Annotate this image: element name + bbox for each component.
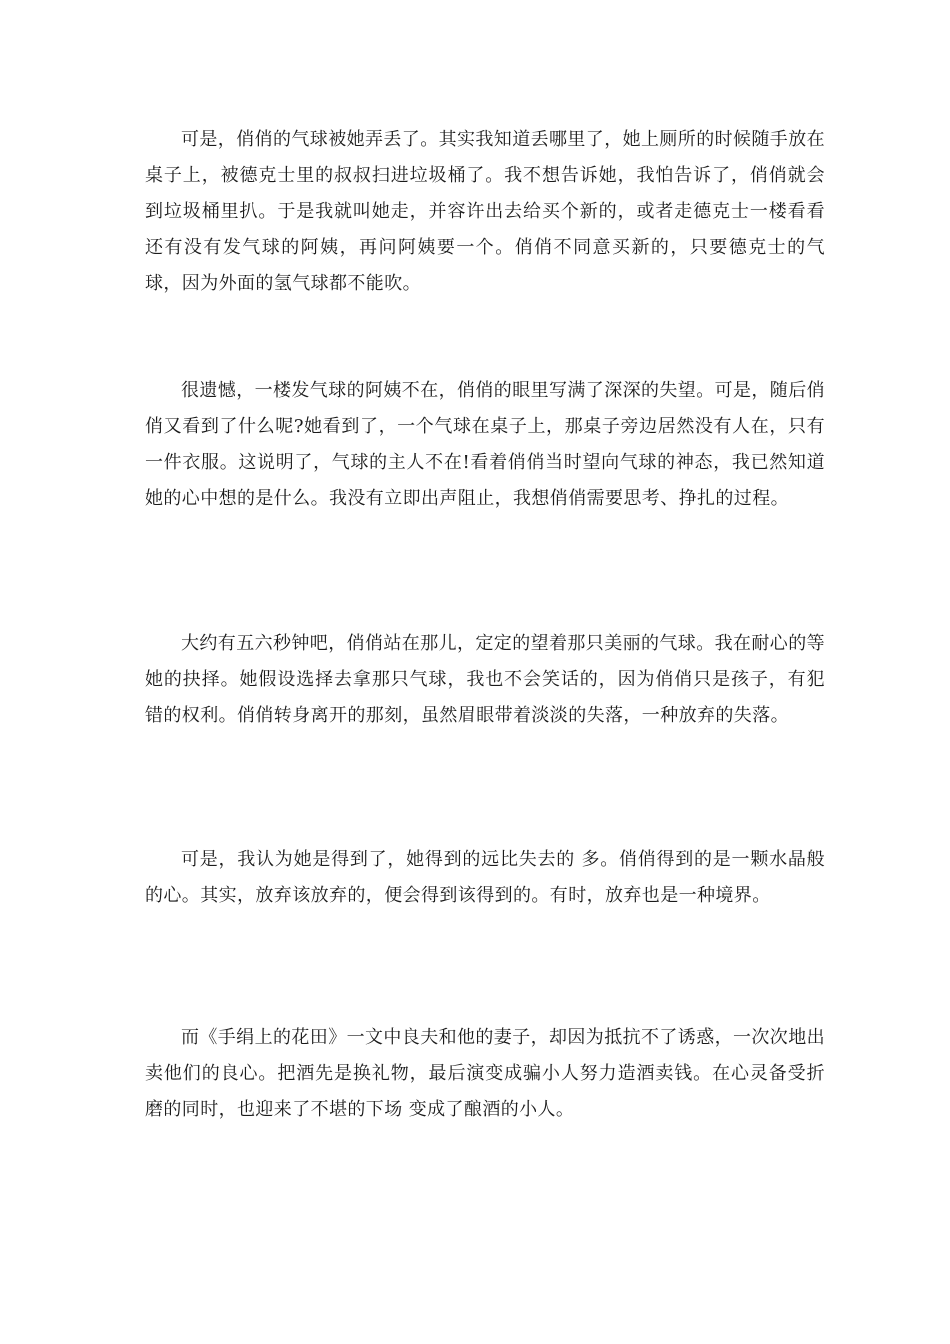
paragraph-2: 很遗憾，一楼发气球的阿姨不在，俏俏的眼里写满了深深的失望。可是，随后俏俏又看到了什么呢?她看到了，一个气球在桌子上，那桌子旁边居然没有人在，只有一件衣服。这说明了，气球的主人不在!看着俏俏当时望向气球的神态，我已然知道她的心中想的是什么。我没有立即出声阻止，我想俏俏需要思考、挣扎的过程。	[145, 380, 825, 509]
paragraph-4: 可是，我认为她是得到了，她得到的远比失去的 多。俏俏得到的是一颗水晶般的心。其实，放弃该放弃的，便会得到该得到的。有时，放弃也是一种境界。	[145, 849, 825, 906]
paragraph-1: 可是，俏俏的气球被她弄丢了。其实我知道丢哪里了，她上厕所的时候随手放在桌子上，被德克士里的叔叔扫进垃圾桶了。我不想告诉她，我怕告诉了，俏俏就会到垃圾桶里扒。于是我就叫她走，并容许出去给买个新的，或者走德克士一楼看看还有没有发气球的阿姨，再问阿姨要一个。俏俏不同意买新的，只要德克士的气球，因为外面的氢气球都不能吹。	[145, 129, 825, 294]
paragraph-5: 而《手绢上的花田》一文中良夫和他的妻子，却因为抵抗不了诱惑，一次次地出卖他们的良心。把酒先是换礼物，最后演变成骗小人努力造酒卖钱。在心灵备受折磨的同时，也迎来了不堪的下场 变成了酿酒的小人。	[145, 1027, 825, 1120]
paragraph-3: 大约有五六秒钟吧，俏俏站在那儿，定定的望着那只美丽的气球。我在耐心的等她的抉择。她假设选择去拿那只气球，我也不会笑话的，因为俏俏只是孩子，有犯错的权利。俏俏转身离开的那刻，虽然眉眼带着淡淡的失落，一种放弃的失落。	[145, 633, 825, 726]
